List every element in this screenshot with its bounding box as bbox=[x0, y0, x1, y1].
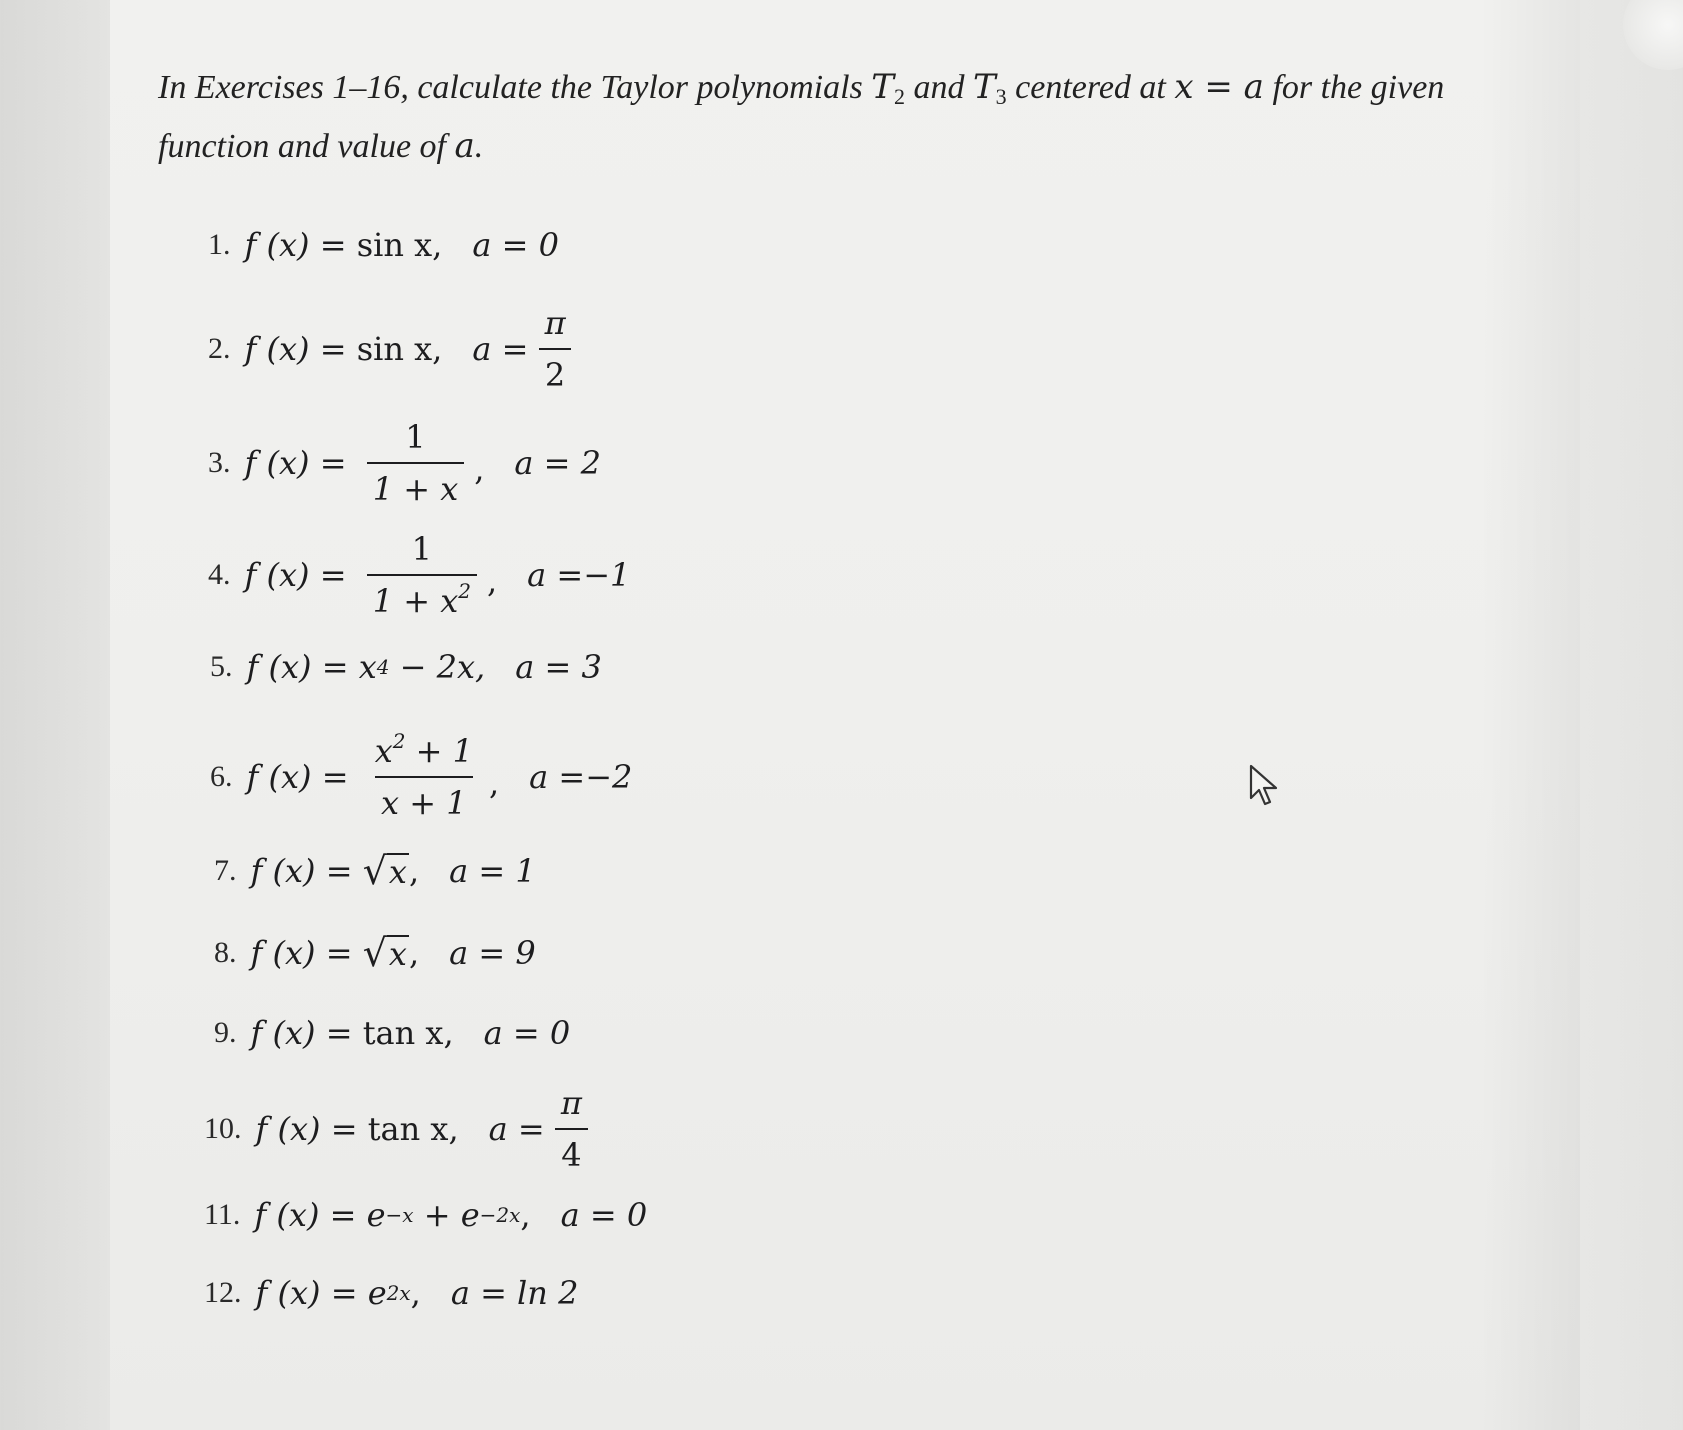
exercise-9 bbox=[214, 1014, 570, 1052]
square-root bbox=[362, 849, 409, 893]
center-fraction bbox=[539, 304, 572, 394]
separator-comma: , bbox=[410, 1274, 421, 1312]
intro-period: . bbox=[474, 128, 484, 165]
center-value: a = 9 bbox=[449, 934, 536, 972]
function-lhs: f (x) = bbox=[246, 758, 359, 796]
center-value: a =−2 bbox=[529, 758, 633, 796]
function-expression: tan x, bbox=[367, 1110, 459, 1148]
numerator-rest: + 1 bbox=[405, 732, 473, 770]
term-base: x bbox=[358, 648, 377, 686]
function-lhs: f (x) = bbox=[250, 1014, 363, 1052]
exercise-3 bbox=[208, 418, 601, 508]
denominator-base: 1 + x bbox=[372, 582, 459, 620]
exercise-8 bbox=[214, 931, 536, 975]
term-rest: − 2x, bbox=[389, 648, 486, 686]
square-root bbox=[362, 931, 409, 975]
fraction-denominator: 1 + x bbox=[367, 462, 465, 508]
intro-text-2: centered at bbox=[1006, 69, 1175, 106]
function-lhs: f (x) = bbox=[254, 1196, 367, 1234]
fraction-numerator bbox=[369, 729, 479, 776]
center-value: a = ln 2 bbox=[450, 1274, 579, 1312]
plus-sign: + bbox=[413, 1196, 461, 1234]
function-lhs: f (x) = bbox=[244, 330, 357, 368]
exercise-number: 6. bbox=[210, 760, 233, 793]
radical-sign: √ bbox=[362, 931, 387, 975]
function-lhs: f (x) = bbox=[255, 1110, 368, 1148]
exercise-number: 5. bbox=[210, 650, 233, 683]
radicand: x bbox=[388, 934, 407, 973]
denominator-exponent: 2 bbox=[458, 579, 471, 603]
separator-comma: , bbox=[486, 562, 498, 600]
function-expression: e 2x , bbox=[367, 1274, 421, 1312]
fraction-denominator: 4 bbox=[555, 1128, 587, 1174]
separator-comma: , bbox=[408, 934, 420, 972]
exercise-number: 9. bbox=[214, 1016, 237, 1049]
function-lhs: f (x) = bbox=[244, 556, 357, 594]
fraction-denominator: x + 1 bbox=[375, 776, 473, 822]
fraction-denominator bbox=[367, 574, 477, 620]
center-label: a = bbox=[488, 1110, 555, 1148]
function-lhs: f (x) = bbox=[244, 444, 357, 482]
a-variable: a bbox=[454, 126, 475, 166]
intro-and: and bbox=[904, 69, 973, 106]
separator-comma: , bbox=[488, 764, 500, 802]
function-expression: sin x, bbox=[356, 330, 443, 368]
center-fraction bbox=[555, 1084, 588, 1174]
function-fraction bbox=[369, 729, 479, 822]
exercise-12 bbox=[204, 1274, 578, 1312]
function-fraction bbox=[367, 530, 477, 620]
exercise-11 bbox=[204, 1196, 647, 1234]
center-value: a = 2 bbox=[514, 444, 602, 482]
exercise-number: 12. bbox=[204, 1276, 242, 1309]
radical-sign: √ bbox=[362, 849, 387, 893]
center-value: a = 0 bbox=[483, 1014, 571, 1052]
exercise-number: 2. bbox=[208, 332, 231, 365]
numerator-exponent: 2 bbox=[392, 729, 406, 753]
intro-text-3: for the given function and value of bbox=[158, 69, 1445, 165]
T2-subscript: 2 bbox=[893, 84, 905, 109]
exp-base-2: e bbox=[460, 1196, 480, 1234]
function-expression: sin x, bbox=[356, 226, 443, 264]
fraction-numerator: π bbox=[544, 304, 566, 342]
fraction-numerator: 1 bbox=[411, 530, 433, 568]
center-label: a = bbox=[472, 330, 539, 368]
function-expression: e −x + e −2x , bbox=[366, 1196, 531, 1234]
exercise-number: 11. bbox=[204, 1198, 241, 1231]
function-fraction bbox=[367, 418, 465, 508]
exp-base: e bbox=[367, 1274, 387, 1312]
exercise-number: 1. bbox=[208, 228, 231, 261]
exercise-2 bbox=[208, 304, 582, 394]
numerator-base: x bbox=[374, 732, 393, 770]
T2-symbol: T bbox=[871, 67, 894, 107]
fraction-denominator: 2 bbox=[539, 348, 571, 394]
function-lhs: f (x) = bbox=[250, 852, 363, 890]
mouse-cursor-icon bbox=[1248, 764, 1282, 808]
center-value: a = 3 bbox=[515, 648, 602, 686]
center-value: a = 1 bbox=[449, 852, 536, 890]
center-value: a = 0 bbox=[560, 1196, 648, 1234]
function-lhs: f (x) = bbox=[250, 934, 363, 972]
function-expression: tan x, bbox=[362, 1014, 454, 1052]
intro-text-1: In Exercises 1–16, calculate the Taylor polynomials bbox=[158, 69, 872, 106]
exercise-10 bbox=[204, 1084, 598, 1174]
T3-symbol: T bbox=[972, 67, 996, 107]
function-expression: x 4 − 2x, bbox=[358, 648, 486, 686]
separator-comma: , bbox=[408, 852, 420, 890]
function-lhs: f (x) = bbox=[246, 648, 359, 686]
center-value: a = 0 bbox=[472, 226, 559, 264]
center-value: a =−1 bbox=[527, 556, 631, 594]
function-lhs: f (x) = bbox=[255, 1274, 368, 1312]
exercise-7 bbox=[214, 849, 536, 893]
exercise-number: 8. bbox=[214, 936, 237, 969]
exercise-number: 10. bbox=[204, 1112, 242, 1145]
exercise-number: 3. bbox=[208, 446, 231, 479]
separator-comma: , bbox=[520, 1196, 531, 1234]
exercise-number: 7. bbox=[214, 854, 237, 887]
T3-subscript: 3 bbox=[995, 84, 1007, 109]
exercise-number: 4. bbox=[208, 558, 231, 591]
fraction-numerator: 1 bbox=[405, 418, 426, 456]
separator-comma: , bbox=[474, 450, 485, 488]
function-lhs: f (x) = bbox=[244, 226, 357, 264]
exp-base-1: e bbox=[366, 1196, 386, 1234]
center-equation: x = a bbox=[1174, 67, 1264, 107]
fraction-numerator: π bbox=[560, 1084, 582, 1122]
exercise-4 bbox=[208, 530, 630, 620]
exercise-1 bbox=[208, 226, 559, 264]
exercise-6 bbox=[210, 729, 633, 822]
radicand: x bbox=[388, 852, 407, 891]
exercise-5 bbox=[210, 648, 602, 686]
